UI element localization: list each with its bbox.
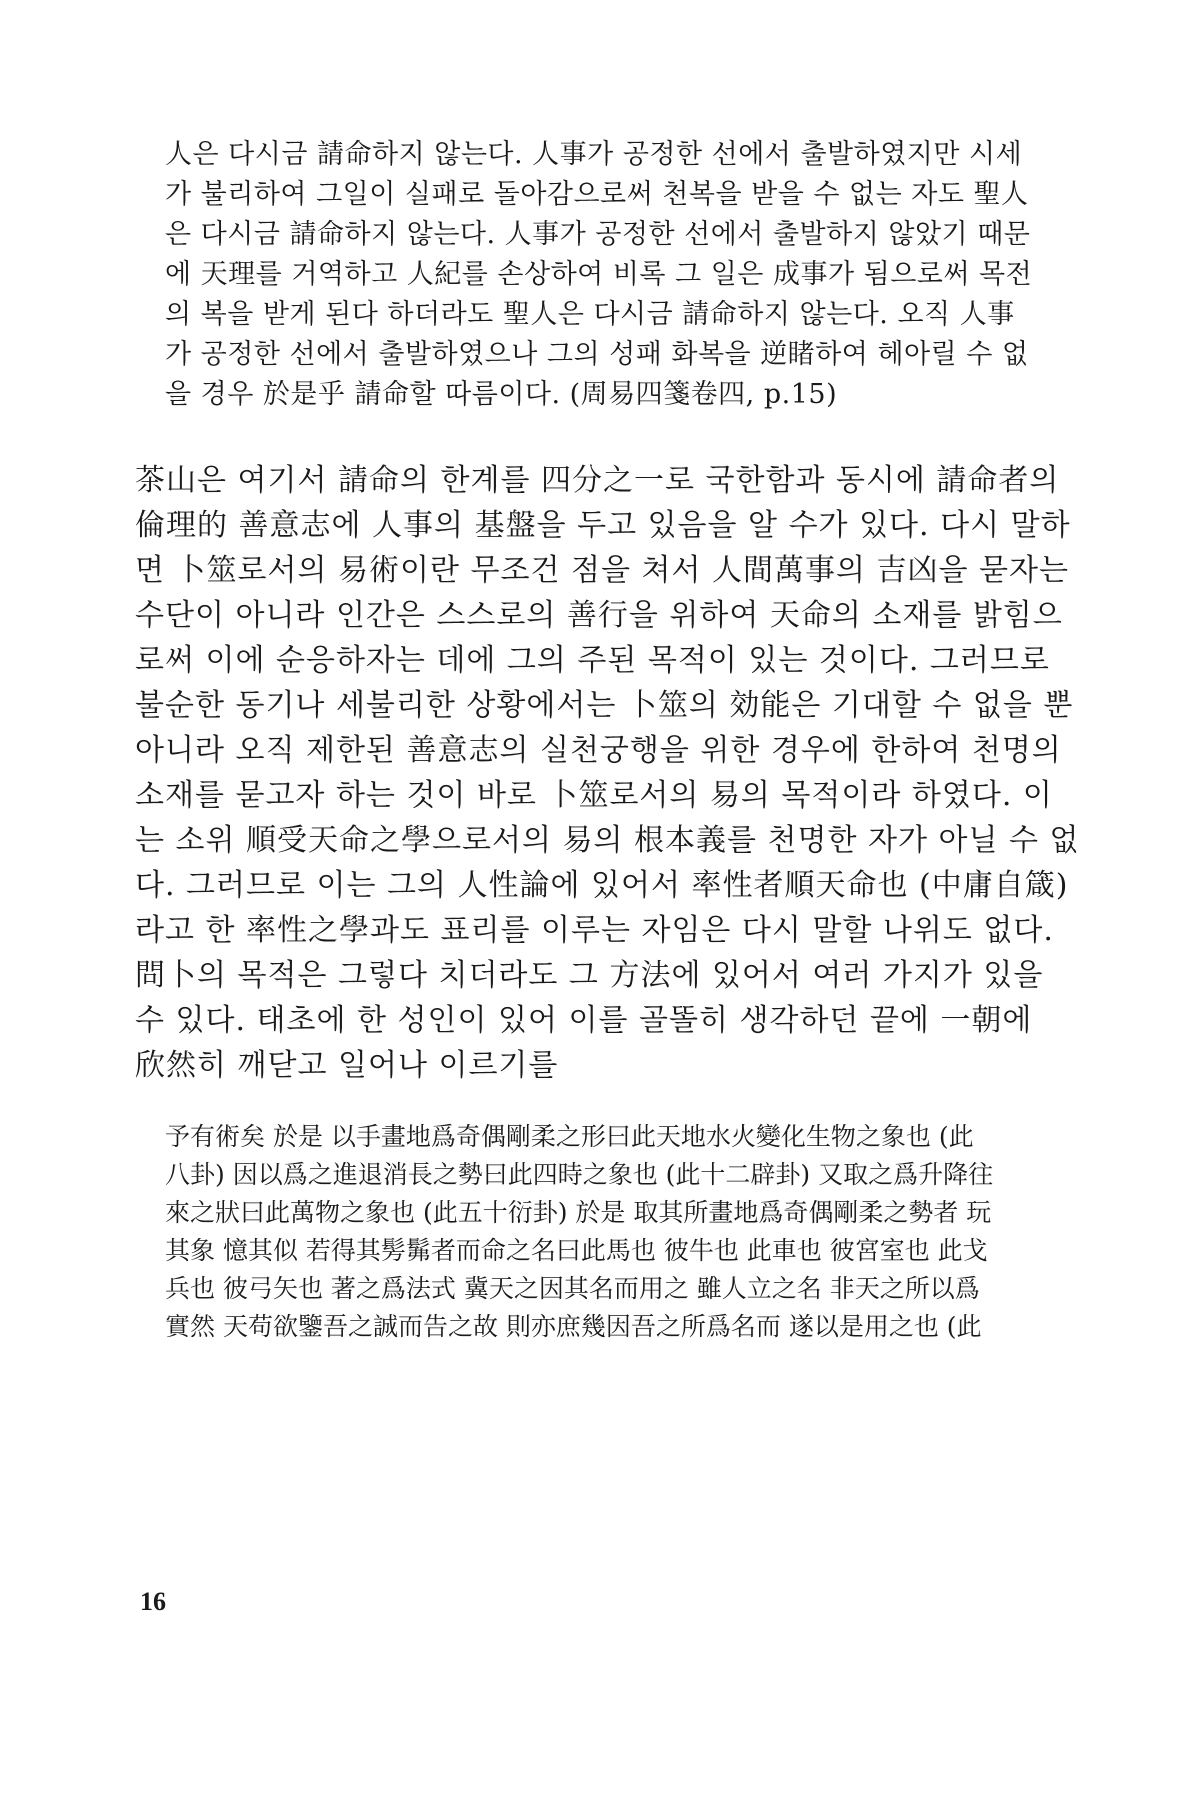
body-line-12: 問卜의 목적은 그렇다 치더라도 그 方法에 있어서 여러 가지가 있을 <box>135 958 1044 993</box>
quote1-line-4: 에 天理를 거역하고 人紀를 손상하여 비록 그 일은 成事가 됨으로써 목전 <box>165 259 1033 290</box>
quote2-line-3: 來之狀曰此萬物之象也 (此五十衍卦) 於是 取其所畫地爲奇偶剛柔之勢者 玩 <box>165 1198 992 1227</box>
body-line-2: 倫理的 善意志에 人事의 基盤을 두고 있음을 알 수가 있다. 다시 말하 <box>135 508 1071 543</box>
quote2-line-1: 予有術矣 於是 以手畫地爲奇偶剛柔之形曰此天地水火變化生物之象也 (此 <box>165 1122 974 1151</box>
body-line-6: 불순한 동기나 세불리한 상황에서는 卜筮의 効能은 기대할 수 없을 뿐 <box>135 688 1074 723</box>
quote1-line-7: 을 경우 於是乎 請命할 따름이다. (周易四箋卷四, p.15) <box>165 379 838 410</box>
body-line-8: 소재를 묻고자 하는 것이 바로 卜筮로서의 易의 목적이라 하였다. 이 <box>135 778 1053 813</box>
quote1-line-3: 은 다시금 請命하지 않는다. 人事가 공정한 선에서 출발하지 않았기 때문 <box>165 219 1031 250</box>
quote1-line-1: 人은 다시금 請命하지 않는다. 人事가 공정한 선에서 출발하였지만 시세 <box>165 139 1023 170</box>
body-line-10: 다. 그러므로 이는 그의 人性論에 있어서 率性者順天命也 (中庸自箴) <box>135 868 1069 903</box>
quote1-line-5: 의 복을 받게 된다 하더라도 聖人은 다시금 請命하지 않는다. 오직 人事 <box>165 299 1015 330</box>
body-line-7: 아니라 오직 제한된 善意志의 실천궁행을 위한 경우에 한하여 천명의 <box>135 733 1062 768</box>
quote1-line-6: 가 공정한 선에서 출발하였으나 그의 성패 화복을 逆睹하여 헤아릴 수 없 <box>165 339 1029 370</box>
quote2-line-6: 實然 天苟欲鑒吾之誠而告之故 則亦庶幾因吾之所爲名而 遂以是用之也 (此 <box>165 1312 982 1341</box>
quote2-line-5: 兵也 彼弓矢也 著之爲法式 冀天之因其名而用之 雖人立之名 非天之所以爲 <box>165 1274 980 1303</box>
quote2-line-4: 其象 憶其似 若得其髣髴者而命之名曰此馬也 彼牛也 此車也 彼宮室也 此戈 <box>165 1236 988 1265</box>
body-line-1: 茶山은 여기서 請命의 한계를 四分之一로 국한함과 동시에 請命者의 <box>135 463 1060 498</box>
body-line-5: 로써 이에 순응하자는 데에 그의 주된 목적이 있는 것이다. 그러므로 <box>135 643 1050 678</box>
page-number: 16 <box>140 1587 166 1616</box>
quote1-line-2: 가 불리하여 그일이 실패로 돌아감으로써 천복을 받을 수 없는 자도 聖人 <box>165 179 1029 210</box>
body-line-9: 는 소위 順受天命之學으로서의 易의 根本義를 천명한 자가 아닐 수 없 <box>135 823 1080 858</box>
body-line-13: 수 있다. 태초에 한 성인이 있어 이를 골똘히 생각하던 끝에 一朝에 <box>135 1003 1033 1038</box>
body-line-3: 면 卜筮로서의 易術이란 무조건 점을 쳐서 人間萬事의 吉凶을 묻자는 <box>135 553 1069 588</box>
body-line-11: 라고 한 率性之學과도 표리를 이루는 자임은 다시 말할 나위도 없다. <box>135 913 1054 948</box>
body-line-14: 欣然히 깨닫고 일어나 이르기를 <box>135 1048 559 1083</box>
quote2-line-2: 八卦) 因以爲之進退消長之勢曰此四時之象也 (此十二辟卦) 又取之爲升降往 <box>165 1160 994 1189</box>
body-line-4: 수단이 아니라 인간은 스스로의 善行을 위하여 天命의 소재를 밝힘으 <box>135 598 1063 633</box>
